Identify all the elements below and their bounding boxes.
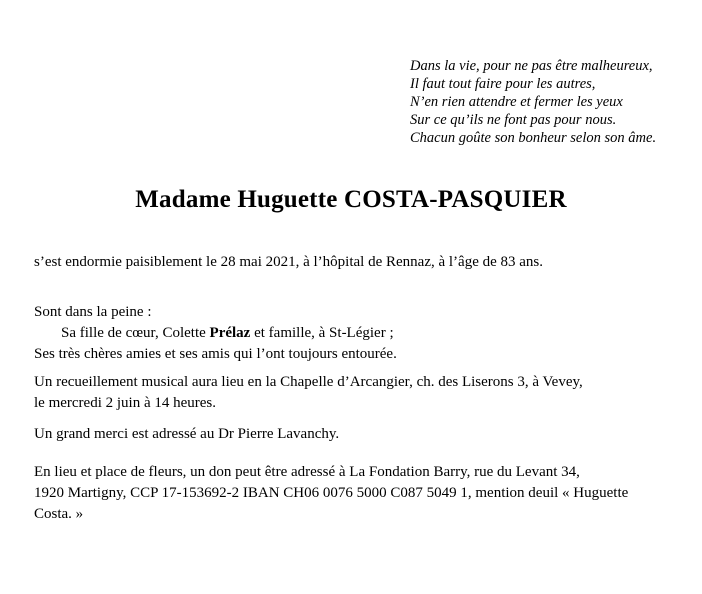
donation-line: En lieu et place de fleurs, un don peut être adressé à La Fondation Barry, rue du Levant 34, bbox=[34, 464, 580, 480]
daughter-text-prefix: Sa fille de cœur, Colette bbox=[61, 325, 210, 341]
mourners-intro-line: Sont dans la peine : bbox=[34, 304, 152, 320]
donation-paragraph bbox=[34, 462, 628, 525]
epigraph-line: Sur ce qu’ils ne font pas pour nous. bbox=[410, 112, 617, 128]
epigraph-line: N’en rien attendre et fermer les yeux bbox=[410, 94, 623, 110]
donation-line: Costa. » bbox=[34, 506, 84, 522]
mourners-friends-line: Ses très chères amies et ses amis qui l’ont toujours entourée. bbox=[34, 346, 397, 362]
thanks-line: Un grand merci est adressé au Dr Pierre Lavanchy. bbox=[34, 426, 340, 442]
thanks-paragraph bbox=[34, 424, 339, 445]
ceremony-line: le mercredi 2 juin à 14 heures. bbox=[34, 395, 217, 411]
daughter-surname-bold: Prélaz bbox=[209, 325, 251, 341]
ceremony-line: Un recueillement musical aura lieu en la Chapelle d’Arcangier, ch. des Liserons 3, à Vevey, bbox=[34, 374, 583, 390]
mourners-daughter-line bbox=[34, 323, 397, 344]
deceased-name-title: Madame Huguette COSTA-PASQUIER bbox=[135, 186, 567, 213]
donation-line: 1920 Martigny, CCP 17-153692-2 IBAN CH06 0076 5000 C087 5049 1, mention deuil « Huguette bbox=[34, 485, 629, 501]
epigraph-line: Il faut tout faire pour les autres, bbox=[410, 76, 596, 92]
epigraph-line: Dans la vie, pour ne pas être malheureux, bbox=[410, 58, 653, 74]
epigraph-line: Chacun goûte son bonheur selon son âme. bbox=[410, 130, 657, 146]
death-announcement-paragraph bbox=[34, 252, 543, 273]
ceremony-paragraph bbox=[34, 372, 583, 414]
daughter-text-suffix: et famille, à St-Légier ; bbox=[250, 325, 394, 341]
mourners-paragraph bbox=[34, 302, 397, 365]
death-announcement-line: s’est endormie paisiblement le 28 mai 2021, à l’hôpital de Rennaz, à l’âge de 83 ans. bbox=[34, 254, 544, 270]
epigraph-poem bbox=[410, 57, 656, 147]
